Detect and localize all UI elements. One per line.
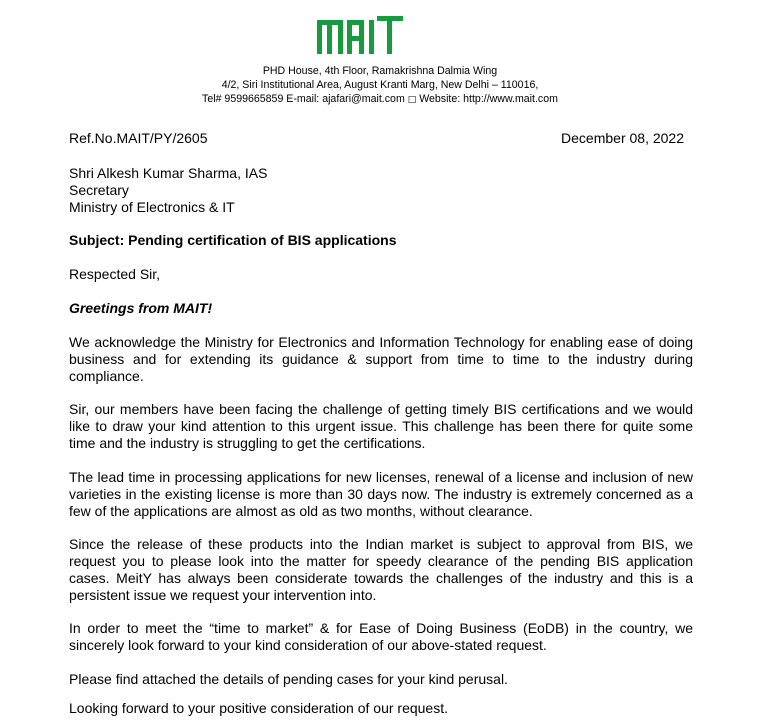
contact-website: Website: http://www.mait.com (419, 93, 558, 105)
subject-line: Subject: Pending certification of BIS applications (69, 232, 397, 248)
contact-phone-email: Tel# 9599665859 E-mail: ajafari@mait.com (202, 93, 405, 105)
paragraph-attachment: Please find attached the details of pending cases for your kind perusal. (69, 671, 508, 687)
addressee-ministry: Ministry of Electronics & IT (69, 199, 235, 215)
paragraph-closing: Looking forward to your positive consideration of our request. (69, 700, 448, 716)
addressee-name: Shri Alkesh Kumar Sharma, IAS (69, 165, 268, 181)
separator-glyph: □ (407, 95, 417, 105)
paragraph-acknowledgement: We acknowledge the Ministry for Electronics and Information Technology for enabling ease of doing business and for extending its guidance & support from time to time to the industry during compliance. (69, 334, 693, 384)
reference-number: Ref.No.MAIT/PY/2605 (69, 130, 208, 146)
mait-logo (316, 14, 406, 56)
paragraph-challenge: Sir, our members have been facing the challenge of getting timely BIS certifications and we would like to draw your kind attention to this urgent issue. This challenge has been there for quite some time and the industry is struggling to get the certifications. (69, 401, 693, 451)
letterhead-address-line1: PHD House, 4th Floor, Ramakrishna Dalmia Wing (262, 65, 498, 77)
addressee-title: Secretary (69, 182, 129, 198)
greeting: Greetings from MAIT! (69, 300, 213, 316)
letterhead-contact-line (120, 92, 640, 108)
letter-date: December 08, 2022 (561, 130, 684, 146)
paragraph-eodb: In order to meet the “time to market” & for Ease of Doing Business (EoDB) in the country, we sincerely look forward to your kind consideration of our above-stated request. (69, 620, 693, 653)
salutation: Respected Sir, (69, 266, 161, 282)
letterhead-address-line2: 4/2, Siri Institutional Area, August Kranti Marg, New Delhi – 110016, (221, 79, 539, 91)
paragraph-request: Since the release of these products into the Indian market is subject to approval from BIS, we request you to please look into the matter for speedy clearance of the pending BIS application cases. MeitY has always been considerate towards the challenges of the industry and this is a persistent issue we request your intervention into. (69, 536, 693, 603)
paragraph-lead-time: The lead time in processing applications for new licenses, renewal of a license and inclusion of new varieties in the existing license is more than 30 days now. The industry is extremely concerned as a few of the applications are almost as old as two months, without clearance. (69, 469, 693, 519)
